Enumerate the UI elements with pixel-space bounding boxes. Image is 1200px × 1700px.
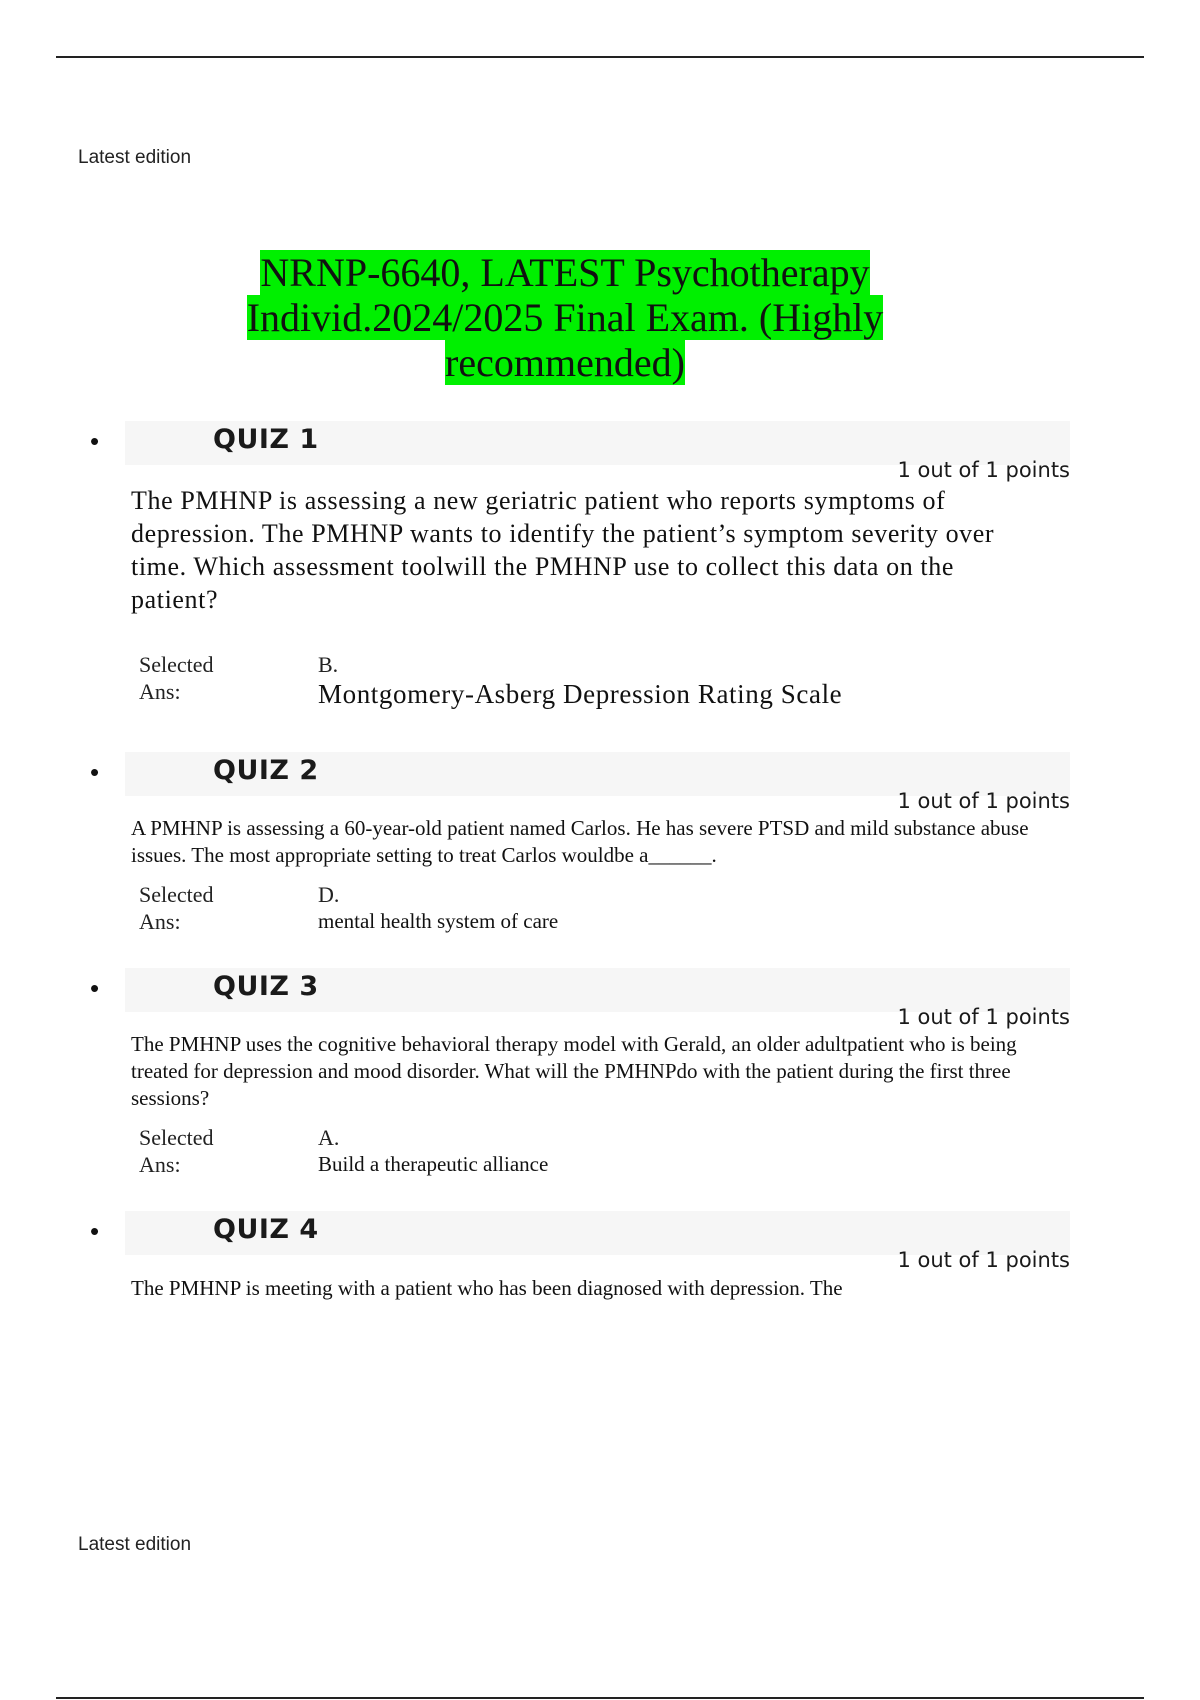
quiz-points: 1 out of 1 points [897, 458, 1070, 482]
quiz-question: The PMHNP is assessing a new geriatric patient who reports symptoms of depression. The PMHNP wants to identify the patient’s symptom severity over time. Which assessment toolwill the PMHNP use to collect this data on the patient? [131, 486, 995, 614]
bottom-rule [56, 1697, 1144, 1699]
answer-letter: B. [318, 652, 339, 677]
selected-answer-label [139, 881, 289, 935]
answer-text: Montgomery-Asberg Depression Rating Scale [318, 679, 843, 709]
quiz-title: QUIZ 1 [213, 424, 319, 455]
quiz-question: A PMHNP is assessing a 60-year-old patient named Carlos. He has severe PTSD and mild substance abuse issues. The most appropriate setting to treat Carlos wouldbe a______. [131, 816, 1029, 867]
quiz-title: QUIZ 3 [213, 971, 319, 1002]
bullet: • [90, 757, 100, 787]
selected-label-line1: Selected [139, 652, 214, 677]
quiz-points: 1 out of 1 points [897, 1005, 1070, 1029]
selected-label-line2: Ans: [139, 909, 181, 934]
answer-text: Build a therapeutic alliance [318, 1152, 549, 1176]
bullet: • [90, 426, 100, 456]
answer-letter: A. [318, 1125, 340, 1150]
document-title [150, 250, 980, 385]
quiz-points: 1 out of 1 points [897, 1248, 1070, 1272]
quiz-question: The PMHNP uses the cognitive behavioral therapy model with Gerald, an older adultpatient who is being treated for depression and mood disorder. What will the PMHNPdo with the patient during the first three sessions? [131, 1032, 1017, 1110]
footer-edition-label: Latest edition [78, 1534, 192, 1555]
header-edition-label: Latest edition [78, 147, 192, 168]
selected-label-line2: Ans: [139, 1152, 181, 1177]
selected-label-line2: Ans: [139, 679, 181, 704]
bullet: • [90, 973, 100, 1003]
answer-text: mental health system of care [318, 909, 559, 933]
bullet: • [90, 1216, 100, 1246]
selected-answer-label [139, 651, 289, 705]
quiz-title: QUIZ 4 [213, 1214, 319, 1245]
quiz-question: The PMHNP is meeting with a patient who has been diagnosed with depression. The [131, 1276, 843, 1300]
selected-label-line1: Selected [139, 882, 214, 907]
quiz-title: QUIZ 2 [213, 755, 319, 786]
top-rule [56, 56, 1144, 58]
selected-answer-label [139, 1124, 289, 1178]
answer-letter: D. [318, 882, 340, 907]
document-title-highlight: NRNP-6640, LATEST Psychotherapy Individ.2024/2025 Final Exam. (Highly recommended) [246, 250, 884, 385]
quiz-points: 1 out of 1 points [897, 789, 1070, 813]
selected-label-line1: Selected [139, 1125, 214, 1150]
